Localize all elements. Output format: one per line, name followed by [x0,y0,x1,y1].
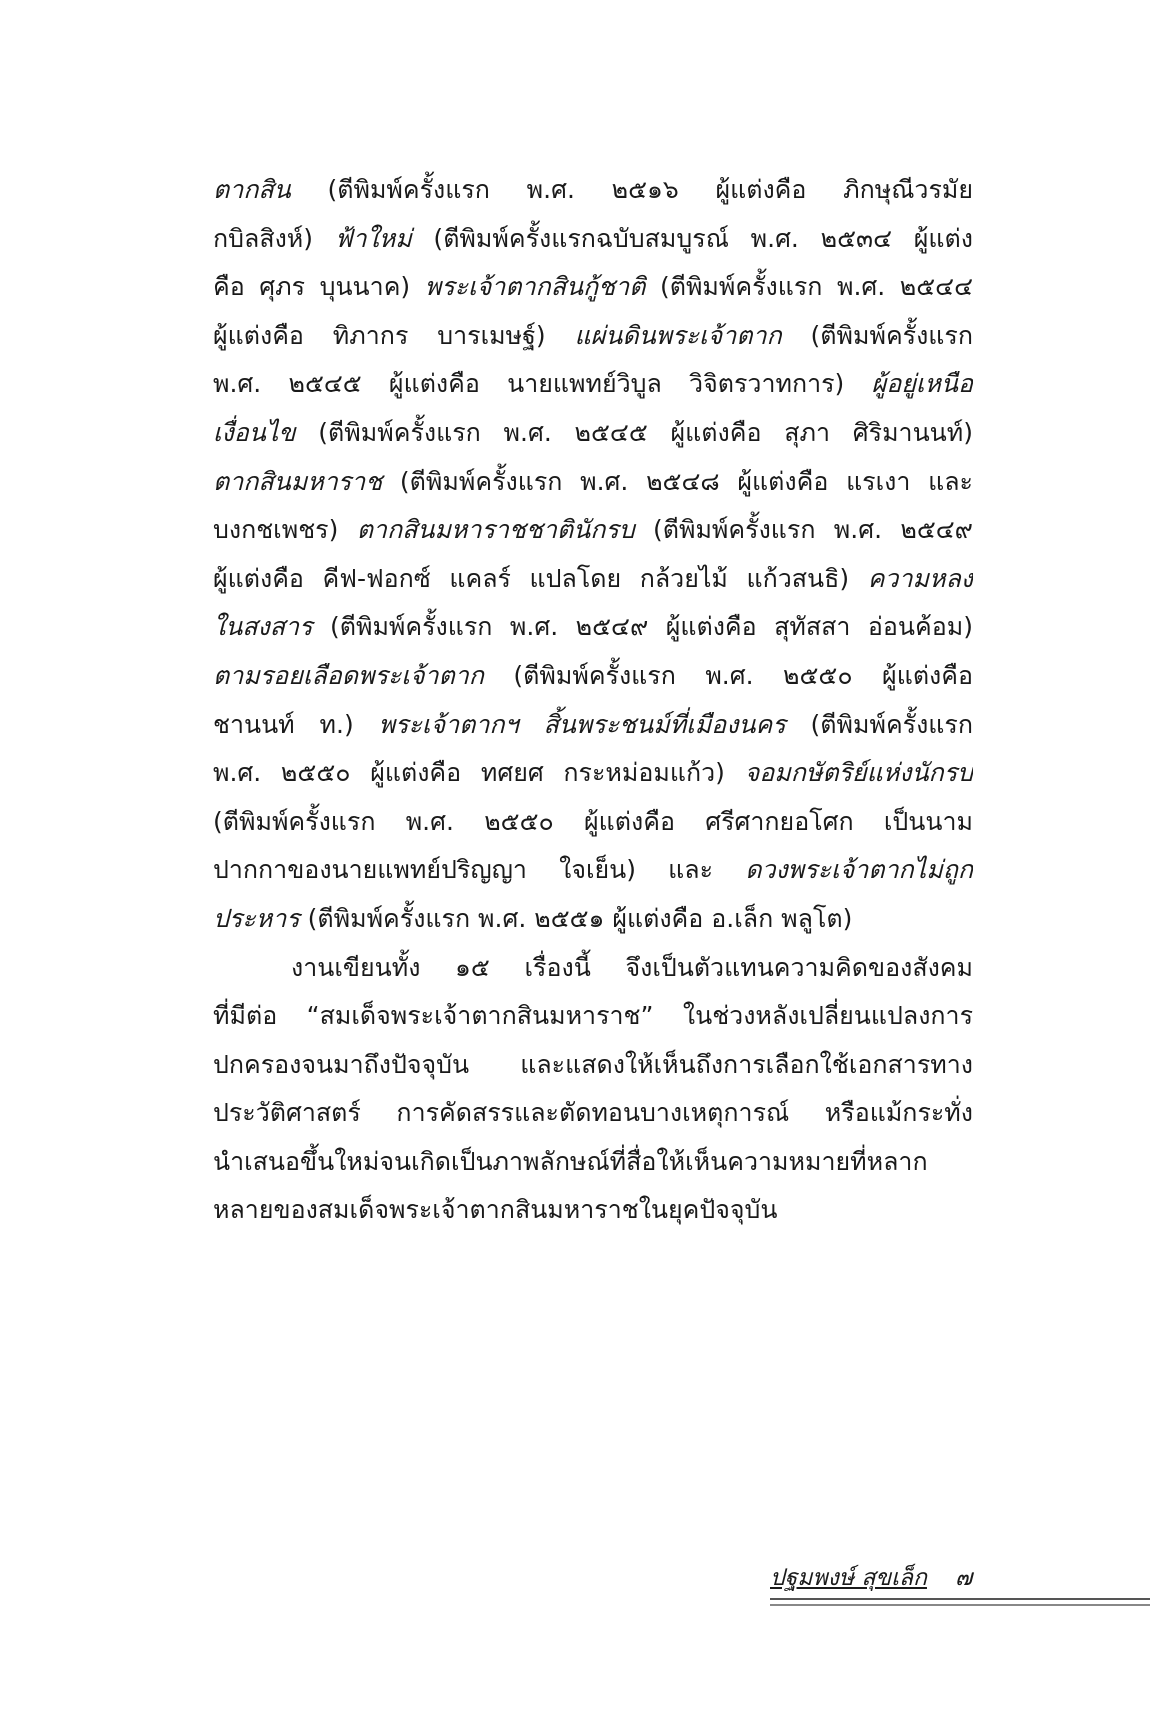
book-title: พระเจ้าตากสินกู้ชาติ [424,272,646,302]
text-line [213,603,973,652]
text-line [213,992,973,1041]
text-segment: งานเขียนทั้ง ๑๕ เรื่องนี้ จึงเป็นตัวแทนความคิดของสังคม [291,952,973,982]
text-segment: บงกชเพชร) [213,515,357,545]
text-line [213,652,973,701]
text-segment: (ตีพิมพ์ครั้งแรก พ.ศ. ๒๕๔๙ [634,515,973,545]
text-line [213,749,973,798]
text-line [213,458,973,507]
text-segment: (ตีพิมพ์ครั้งแรก พ.ศ. ๒๕๕๑ ผู้แต่งคือ อ.เล็ก พลูโต) [299,903,853,933]
book-title: ตากสินมหาราช [213,466,383,496]
page-number: ๗ [954,1565,973,1591]
footer-rule [770,1598,1150,1600]
book-title: ตากสิน [213,175,291,204]
text-segment: (ตีพิมพ์ครั้งแรก พ.ศ. ๒๕๔๙ ผู้แต่งคือ สุทัสสา อ่อนค้อม) [312,612,973,642]
text-segment: (ตีพิมพ์ครั้งแรก [785,709,973,739]
book-title: ตามรอยเลือดพระเจ้าตาก [213,660,484,690]
book-title: ในสงสาร [213,612,313,642]
text-segment: (ตีพิมพ์ครั้งแรก พ.ศ. ๒๕๔๔ [645,272,973,302]
text-line [213,1089,973,1138]
text-line [213,701,973,750]
body-text [213,166,973,1235]
footer-rule [770,1604,1150,1606]
text-line [213,360,973,409]
text-line [213,263,973,312]
text-line [213,1138,973,1187]
text-line [213,555,973,604]
text-line [213,312,973,361]
book-title: เงื่อนไข [213,417,296,447]
page-footer [770,1560,972,1596]
text-segment: พ.ศ. ๒๕๔๕ ผู้แต่งคือ นายแพทย์วิบูล วิจิตรวาทการ) [213,369,872,399]
text-segment: ชานนท์ ท.) [213,709,379,739]
paragraph-first-line [213,944,973,993]
book-title: ดวงพระเจ้าตากไม่ถูก [745,855,973,885]
book-title: จอมกษัตริย์แห่งนักรบ [744,758,973,788]
book-title: ฟ้าใหม่ [334,223,412,253]
book-title: ตากสินมหาราชชาตินักรบ [356,515,635,545]
text-line [213,1041,973,1090]
text-segment: ประวัติศาสตร์ การคัดสรรและตัดทอนบางเหตุการณ์ หรือแม้กระทั่ง [213,1098,973,1128]
text-segment: พ.ศ. ๒๕๕๐ ผู้แต่งคือ ทศยศ กระหม่อมแก้ว) [213,758,745,788]
text-segment: ปากกาของนายแพทย์ปริญญา ใจเย็น) และ [213,855,746,885]
text-line [213,798,973,847]
text-line [213,846,973,895]
book-title: ความหลง [867,563,973,593]
text-segment: ปกครองจนมาถึงปัจจุบัน และแสดงให้เห็นถึงการเลือกใช้เอกสารทาง [213,1049,973,1079]
book-title: พระเจ้าตากฯ สิ้นพระชนม์ที่เมืองนคร [378,709,786,739]
text-line [213,506,973,555]
book-title: ผู้อยู่เหนือ [871,369,973,399]
text-segment: ที่มีต่อ “สมเด็จพระเจ้าตากสินมหาราช” ในช่วงหลังเปลี่ยนแปลงการ [213,1001,973,1031]
text-segment: (ตีพิมพ์ครั้งแรก พ.ศ. ๒๕๔๕ ผู้แต่งคือ สุภา ศิริมานนท์) [295,417,973,447]
text-segment: ผู้แต่งคือ คีฟ-ฟอกซ์ แคลร์ แปลโดย กล้วยไม้ แก้วสนธิ) [213,563,868,593]
text-segment: ผู้แต่งคือ ทิภากร บารเมษฐ์) [213,320,575,350]
text-segment: กบิลสิงห์) [213,223,335,253]
book-title: ประหาร [213,903,300,933]
text-segment: (ตีพิมพ์ครั้งแรก [781,320,973,350]
text-segment: (ตีพิมพ์ครั้งแรก พ.ศ. ๒๕๑๖ ผู้แต่งคือ ภิกษุณีวรมัย [290,175,973,204]
text-line [213,1186,973,1235]
text-line [213,166,973,215]
text-line [213,215,973,264]
text-segment: (ตีพิมพ์ครั้งแรก พ.ศ. ๒๕๕๐ ผู้แต่งคือ [483,660,973,690]
footer-author: ปฐมพงษ์ สุขเล็ก [770,1565,927,1591]
text-segment: (ตีพิมพ์ครั้งแรก พ.ศ. ๒๕๕๐ ผู้แต่งคือ ศรีศากยอโศก เป็นนาม [213,806,973,836]
book-title: แผ่นดินพระเจ้าตาก [574,320,782,350]
text-segment: หลายของสมเด็จพระเจ้าตากสินมหาราชในยุคปัจจุบัน [213,1195,778,1225]
text-segment: คือ ศุภร บุนนาค) [213,272,425,302]
text-line [213,409,973,458]
text-segment: นำเสนอขึ้นใหม่จนเกิดเป็นภาพลักษณ์ที่สื่อให้เห็นความหมายที่หลาก [213,1146,928,1176]
text-segment: (ตีพิมพ์ครั้งแรกฉบับสมบูรณ์ พ.ศ. ๒๕๓๔ ผู้แต่ง [411,223,973,253]
text-line [213,895,973,944]
text-segment: (ตีพิมพ์ครั้งแรก พ.ศ. ๒๕๔๘ ผู้แต่งคือ แรเงา และ [382,466,973,496]
